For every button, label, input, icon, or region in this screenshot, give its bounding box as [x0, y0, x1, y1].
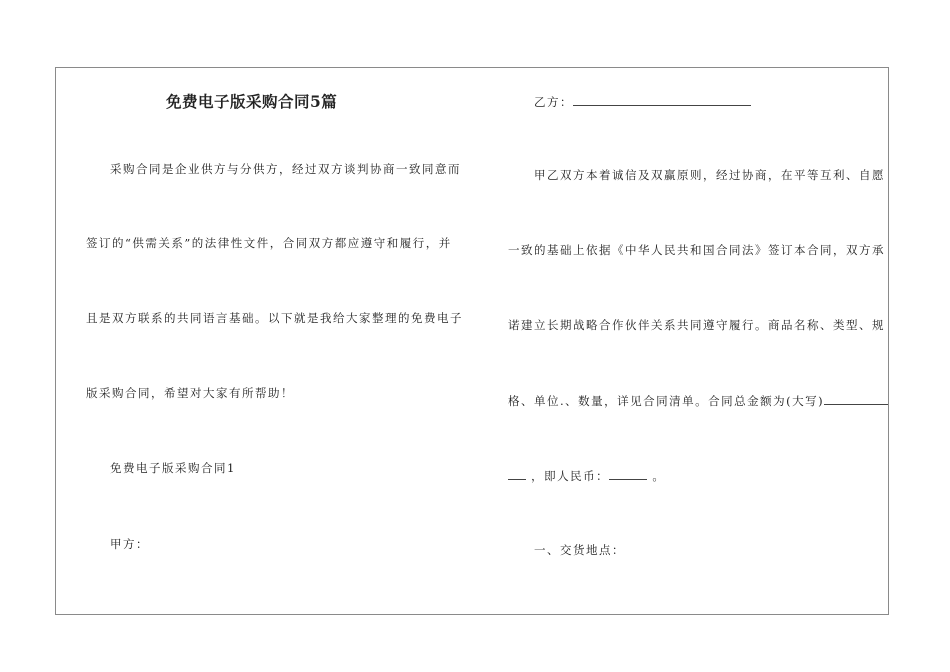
amount-line — [508, 468, 665, 483]
body-line-1: 甲乙双方本着诚信及双赢原则，经过协商，在平等互利、自愿 — [534, 168, 885, 182]
section-one-heading: 一、交货地点： — [534, 543, 625, 557]
body-line-3: 诺建立长期战略合作伙伴关系共同遵守履行。商品名称、类型、规 — [508, 318, 885, 332]
body-line-2: 一致的基础上依据《中华人民共和国合同法》签订本合同，双方承 — [508, 243, 885, 257]
intro-line-4: 版采购合同，希望对大家有所帮助！ — [86, 386, 294, 400]
amount-rmb-blank — [609, 468, 647, 480]
document-page — [55, 67, 889, 615]
party-b-label: 乙方： — [534, 95, 573, 109]
intro-line-1: 采购合同是企业供方与分供方，经过双方谈判协商一致同意而 — [110, 162, 461, 176]
amount-capital-blank — [824, 393, 888, 405]
intro-line-2: 签订的“供需关系”的法律性文件，合同双方都应遵守和履行，并 — [86, 236, 452, 250]
intro-line-3: 且是双方联系的共同语言基础。以下就是我给大家整理的免费电子 — [86, 311, 463, 325]
contract-heading: 免费电子版采购合同1 — [110, 461, 236, 475]
party-b-blank — [573, 94, 751, 106]
amount-capital-blank-cont — [508, 468, 526, 480]
body-line-4 — [508, 393, 888, 408]
body-line-4-text: 格、单位.、数量，详见合同清单。合同总金额为(大写) — [508, 394, 825, 408]
party-a-label: 甲方： — [110, 537, 149, 551]
party-b-line — [534, 94, 751, 109]
amount-line-end: 。 — [652, 469, 666, 483]
amount-rmb-label: ，即人民币： — [531, 469, 610, 483]
document-title: 免费电子版采购合同5篇 — [166, 92, 338, 111]
